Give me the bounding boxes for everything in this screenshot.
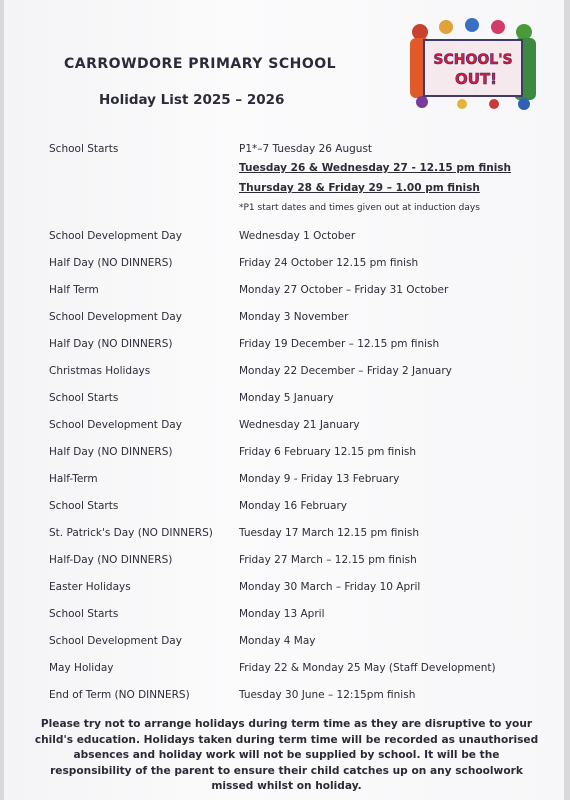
entry-value: Monday 13 April — [239, 608, 325, 620]
entry-value: Wednesday 21 January — [239, 419, 360, 431]
entry-value: Friday 22 & Monday 25 May (Staff Development) — [239, 662, 496, 674]
entry-label: Half Day (NO DINNERS) — [49, 257, 173, 269]
entry-value: Friday 24 October 12.15 pm finish — [239, 257, 419, 269]
entry-label: School Starts — [49, 500, 119, 512]
entry-value: Monday 22 December – Friday 2 January — [239, 365, 452, 377]
entry-label: School Development Day — [49, 230, 182, 242]
entry-label: Half-Term — [49, 473, 98, 485]
entry-line-p1-start: P1*–7 Tuesday 26 August — [239, 143, 373, 155]
entry-value: Monday 30 March – Friday 10 April — [239, 581, 421, 593]
entry-value: Monday 5 January — [239, 392, 334, 404]
entry-value: Friday 6 February 12.15 pm finish — [239, 446, 416, 458]
term-time-notice: Please try not to arrange holidays during term time as they are disruptive to your child's education. Holidays taken during term time will be recorded as unauthorised absences and holiday work will not be supplied by school. It will be the responsibility of the parent to ensure their child catches up on any schoolwork missed whilst on holiday. — [34, 718, 539, 792]
entry-value: Monday 3 November — [239, 311, 349, 323]
entry-label: School Starts — [49, 608, 119, 620]
entry-label: School Development Day — [49, 635, 182, 647]
entry-label: Half Day (NO DINNERS) — [49, 338, 173, 350]
entry-value: Monday 16 February — [239, 500, 348, 512]
entry-label: St. Patrick's Day (NO DINNERS) — [49, 527, 213, 539]
svg-text:SCHOOL'S: SCHOOL'S — [433, 52, 513, 68]
list-title: Holiday List 2025 – 2026 — [99, 92, 285, 108]
entry-label: School Starts — [49, 392, 119, 404]
entry-line-thu-fri-finish: Thursday 28 & Friday 29 – 1.00 pm finish — [239, 182, 480, 194]
entry-label: Half Term — [49, 284, 99, 296]
entry-label: School Starts — [49, 143, 119, 155]
entry-label: School Development Day — [49, 311, 182, 323]
entry-value: Friday 19 December – 12.15 pm finish — [239, 338, 440, 350]
schools-out-logo — [402, 18, 542, 110]
holiday-list-sheet — [4, 0, 564, 800]
entry-line-p1-note: *P1 start dates and times given out at induction days — [239, 203, 480, 213]
entry-label: May Holiday — [49, 662, 114, 674]
entry-value: Tuesday 30 June – 12:15pm finish — [239, 689, 416, 701]
entry-line-tue-wed-finish: Tuesday 26 & Wednesday 27 - 12.15 pm finish — [239, 162, 512, 174]
entry-label: Christmas Holidays — [49, 365, 151, 377]
school-name: CARROWDORE PRIMARY SCHOOL — [64, 56, 337, 72]
svg-text:OUT!: OUT! — [454, 70, 498, 88]
entry-label: School Development Day — [49, 419, 182, 431]
entry-value: Friday 27 March – 12.15 pm finish — [239, 554, 417, 566]
entry-label: End of Term (NO DINNERS) — [49, 689, 190, 701]
entry-value: Monday 9 - Friday 13 February — [239, 473, 400, 485]
entry-label: Half Day (NO DINNERS) — [49, 446, 173, 458]
entry-value: Tuesday 17 March 12.15 pm finish — [239, 527, 420, 539]
entry-value: Monday 27 October – Friday 31 October — [239, 284, 449, 296]
entry-value: Monday 4 May — [239, 635, 316, 647]
entry-label: Half-Day (NO DINNERS) — [49, 554, 173, 566]
entry-label: Easter Holidays — [49, 581, 131, 593]
entry-value: Wednesday 1 October — [239, 230, 356, 242]
